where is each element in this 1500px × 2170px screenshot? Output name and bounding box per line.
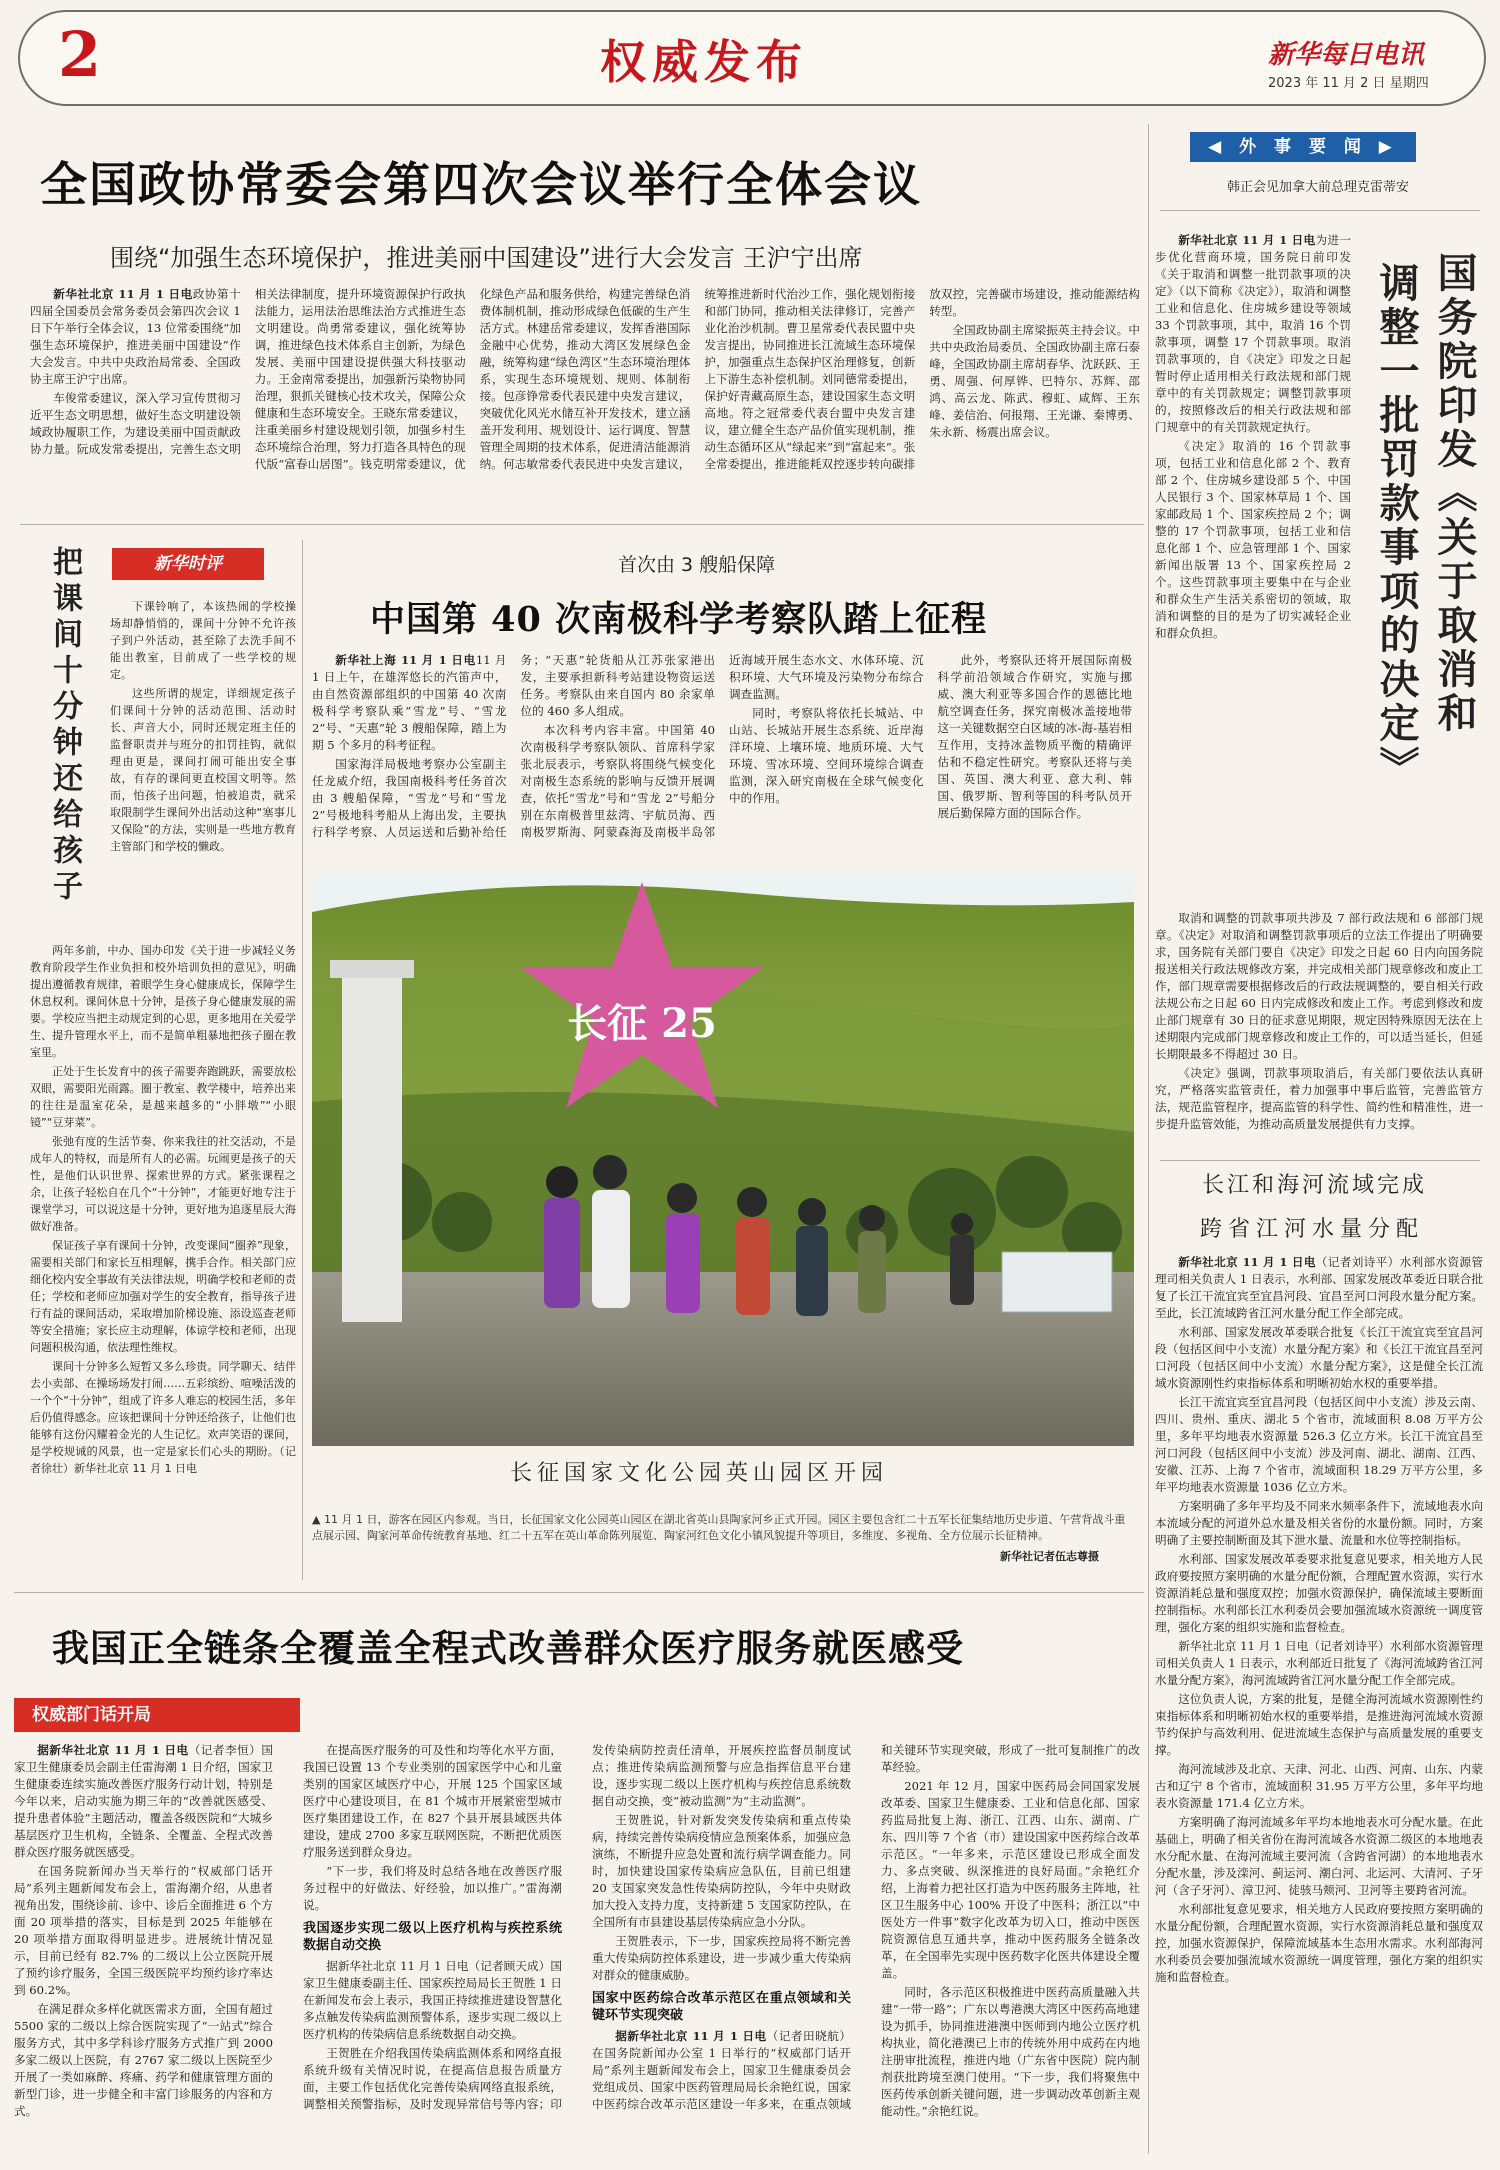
paragraph: 全国政协副主席梁振英主持会议。中共中央政治局委员、全国政协副主席石泰峰，全国政协副主席胡春华、沈跃跃、王勇、周强、何厚铧、巴特尔、苏辉、邵鸿、高云龙、陈武、穆虹、咸辉、王东峰、姜信治、何报翔、王光谦、秦博勇、朱永新、杨震出席会议。 [929,323,1140,439]
commentary-body-continued [30,942,296,1554]
subheading: 我国逐步实现二级以上医疗机构与疾控系统数据自动交换 [303,1921,562,1953]
paragraph: 11 月 1 日上午，在雄浑悠长的汽笛声中，由自然资源部组织的中国第 40 次南极科学考察队乘“雪龙”号、“雪龙 2”号、“天惠”轮 3 艘船保障，踏上为期 5 个多月的科考征程。 [312,653,507,752]
water-headline-line2: 跨省江河水量分配 [1200,1217,1425,1242]
antarctic-kicker: 首次由 3 艘船保障 [618,554,776,576]
photo-credit: 新华社记者伍志尊摄 [1000,1550,1099,1563]
paragraph: 水利部、国家发展改革委联合批复《长江干流宜宾至宜昌河段（包括区间中小支流）水量分配方案》和《长江干流宜昌至河口河段（包括区间中小支流）水量分配方案》，这是健全长江流域水资源刚性约束指标体系和明晰初始水权的重要举措。 [1155,1325,1483,1390]
building-pillar [342,962,402,1322]
park-photo-illustration [312,872,1134,1446]
photo-caption: ▲ 11 月 1 日，游客在园区内参观。当日，长征国家文化公园英山园区在湖北省英山县陶家河乡正式开园。园区主要包含红二十五军长征集结地历史步道、午营背战斗重点展示园、陶家河革命传统教育基地、红二十五军在英山革命陈列展览、陶家河红色文化小镇风貌提升等项目，多维度、多视角、全方位展示长征精神。 [312,1513,1126,1542]
dateline: 新华社上海 11 月 1 日电 [335,653,476,667]
headline-column-2: 调整一批罚款事项的决定》 [1373,262,1420,790]
paragraph: 同时，考察队将依托长城站、中山站、长城站开展生态系统、近岸海洋环境、上壤环境、地质环境、大气环境、雪冰环境、空间环境综合调查监测，深入研究南极在全球气候变化中的作用。 [729,706,924,805]
subheading: 国家中医药综合改革示范区在重点领域和关键环节实现突破 [592,1991,851,2023]
dateline: 新华社北京 11 月 1 日电 [53,287,193,301]
photo-headline: 长征国家文化公园英山园区开园 [510,1461,889,1486]
paragraph: 下课铃响了，本该热闹的学校操场却静悄悄的，课间十分钟不允许孩子到户外活动，甚至除了去洗手间不能出教室，目前成了一些学校的规定。 [110,600,296,681]
paragraph: 此外，考察队还将开展国际南极科学前沿领域合作研究，实施与挪威、澳大利亚等多国合作的恩德比地航空调查任务，探究南极冰盖接地带这一关键数据空白区域的冰-海-基岩相互作用，支持冰盖物质平衡的精确评估和不稳定性研究。考察队还将与美国、英国、澳大利亚、意大利、韩国、俄罗斯、智利等国的科考队员开展后勤保障方面的国际合作。 [937,653,1132,820]
lead-article-body [30,286,1140,504]
commentary-headline: 把课间十分钟还给孩子 [47,546,82,906]
paragraph: “下一步，我们将及时总结各地在改善医疗服务过程中的好做法、好经验，加以推广。”雷海潮说。 [303,1864,562,1912]
paragraph: 方案明确了海河流域多年平均本地地表水可分配水量。在此基础上，明确了相关省份在海河流域各水资源二级区的本地地表水分配水量、在海河流域主要河流（含跨省河湖）的本地地表水分配水量，涉及滦河、蓟运河、潮白河、北运河、大清河、子牙河（含子牙河）、漳卫河、徒骇马颊河、卫河等主要跨省河流。 [1155,1815,1483,1897]
newspaper-logo: 新华每日电讯 [1268,40,1425,70]
divider [14,1592,1144,1593]
park-photo [312,872,1134,1446]
state-council-body-continued [1155,910,1483,1170]
paragraph: 水利部、国家发展改革委要求批复意见要求，相关地方人民政府要按照方案明确的水量分配份额，合理配置水资源，实行水资源消耗总量和强度双控；加强水资源保护，确保流域主要断面控制指标。水利部长江水利委员会要加强流域水资源统一调度管理，强化方案的组织实施和监督检查。 [1155,1552,1483,1634]
paragraph: 同时，各示范区积极推进中医药高质量融入共建“一带一路”；广东以粤港澳大湾区中医药高地建设为抓手，协同推进港澳中医师到内地公立医疗机构执业，简化港澳已上市的传统外用中成药在内地注册审批流程，推进内地（广东省中医院）院内制剂获批跨境至澳门使用。“下一步，我们将聚焦中医药传承创新关键问题，进一步调动改革创新主观能动性。”余艳红说。 [881,1985,1140,2118]
medical-headline: 我国正全链条全覆盖全程式改善群众医疗服务就医感受 [52,1626,964,1670]
paragraph: 王贺胜表示，下一步，国家疾控局将不断完善重大传染病防控体系建设，进一步减少重大传染病对群众的健康威胁。 [592,1934,851,1982]
paragraph: 取消和调整的罚款事项共涉及 7 部行政法规和 6 部部门规章。《决定》对取消和调整罚款事项后的立法工作提出了明确要求，国务院有关部门要自《决定》印发之日起 60 日内向国务院报送相关行政法规修改方案，并完成相关部门规章修改和废止工作，部门规章需要根据修改后的行政法规调整的，要自相关行政法规公布之日起 60 日内完成修改和废止工作。考虑到修改和废止部门规章有 30 日的征求意见期限，规定因特殊原因无法在上述期限内完成部门规章修改和废止工作的，可以适当延长，但延长期限最多不得超过 30 日。 [1155,911,1483,1061]
paragraph: 这位负责人说，方案的批复，是健全海河流域水资源刚性约束指标体系和明晰初始水权的重要举措，是推进海河流域水资源节约保护与高效利用、促进流域生态保护与高质量发展的重要支撑。 [1155,1692,1483,1757]
paragraph: 张弛有度的生活节奏、你来我往的社交活动，不是成年人的特权，而是所有人的必需。玩闹更是孩子的天性，是他们认识世界、探索世界的方式。紧张课程之余，让孩子轻松自在几个“十分钟”，才能更好地专注于课堂学习，可以说这是十分钟，更好地为追逐星辰大海做好准备。 [30,1135,296,1233]
paragraph: （记者田晓航）在国务院新闻办公室 1 日举行的“权威部门话开局”系列主题新闻发布会上，国家卫生健康委员会党组成员、国家中医药管理局局长余艳红说，国家中医药综合改革示范区建设一年多来，在重点领域和关键环节实现突破，形成了一批可复制推广的改革经验。 [592,1743,1140,2111]
paragraph: 海河流域涉及北京、天津、河北、山西、河南、山东、内蒙古和辽宁 8 个省市，流域面积 31.95 万平方公里，多年平均地表水资源量 171.4 亿立方米。 [1155,1762,1483,1810]
dateline: 新华社北京 11 月 1 日电 [1178,1255,1316,1269]
vehicle [1002,1252,1112,1312]
paragraph: 政协第十四届全国委员会常务委员会第四次会议 1 日下午举行全体会议，13 位常委围绕“加强生态环境保护，推进美丽中国建设”作大会发言。中共中央政治局常委、全国政协主席王沪宁出席。 [30,287,241,386]
paragraph: （记者刘诗平）水利部水资源管理司相关负责人 1 日表示，水利部、国家发展改革委近日联合批复了长江干流宜宾至宜昌河段、宜昌至河口河段水量分配方案。至此，长江流域跨省江河水量分配工作全部完成。 [1155,1255,1483,1320]
lead-headline: 全国政协常委会第四次会议举行全体会议 [40,158,922,213]
medical-section-tag: 权威部门话开局 [14,1698,300,1732]
lead-subhead: 围绕“加强生态环境保护，推进美丽中国建设”进行大会发言 王沪宁出席 [110,244,863,272]
foreign-news-item[interactable]: 韩正会见加拿大前总理克雷蒂安 [1226,180,1409,195]
foreign-news-tag: ◀ 外 事 要 闻 ▶ [1190,132,1416,162]
dateline: 据新华社北京 11 月 1 日电 [37,1743,189,1757]
state-council-body [1155,232,1351,910]
divider [1148,124,1149,2154]
star-sign-text: 长征 25 [567,1000,717,1047]
paragraph: 《决定》取消的 16 个罚款事项，包括工业和信息化部 2 个、教育部 2 个、住房城乡建设部 5 个、中国人民银行 3 个、国家林草局 1 个、国家邮政局 1 个、国家疾控局 2 个；调整的 17 个罚款事项，包括工业和信息化部 1 个、应急管理部 1 个、国家新闻出版署 13 个、国家疾控局 2 个。这些罚款事项主要集中在与企业和群众生产生活关系密切的领域，取消和调整的目的是为了切实减轻企业和群众负担。 [1155,439,1351,640]
paragraph: 车俊常委建议，深入学习宣传贯彻习近平生态文明思想，做好生态文明建设领域政协履职工作，为建设美丽中国贡献政协力量。阮成发常委提出，完善生态文明相关法律制度，提升环境资源保护行政执法能力，运用法治思维法治方式推进生态文明建设。尚勇常委建议，强化统筹协调，推进绿色技术体系自主创新，为绿色发展、美丽中国建设提供强大科技驱动力。王金南常委提出，加强新污染物协同治理，狠抓关键核心技术攻关，保障公众健康和生态环境安全。王晓东常委建议，注重美丽乡村建设规划引领，加强乡村生态环境综合治理，努力打造各具特色的现代版“富春山居图”。钱克明常委建议，优化绿色产品和服务供给，构建完善绿色消费体制机制，推动形成绿色低碳的生产生活方式。林建岳常委建议，发挥香港国际金融中心优势，推动大湾区发展绿色金融，统筹构建“绿色湾区”生态环境治理体系，实现生态环境规划、规则、体制衔接。包彦铮常委代表民建中央发言建议，突破优化风光水储互补开发技术，建立涵盖开发利用、规划设计、运行调度、智慧管理全周期的技术体系，促进清洁能源消纳。何志敏常委代表民进中央发言建议，统筹推进新时代治沙工作，强化规划衔接和部门协同，推动相关法律修订，完善产业化治沙机制。曹卫星常委代表民盟中央发言提出，协同推进长江流域生态环境保护，加强重点生态保护区治理修复，创新上下游生态补偿机制。刘同德常委提出，保护好青藏高原生态，建设国家生态文明高地。符之冠常委代表台盟中央发言建议，建立健全生态产品价值实现机制，推动生态循环区从“绿起来”到“富起来”。张全常委提出，推进能耗双控逐步转向碳排放双控，完善碳市场建设，推动能源结构转型。 [30,287,1140,471]
divider [1160,210,1480,211]
paragraph: 为进一步优化营商环境，国务院日前印发《关于取消和调整一批罚款事项的决定》（以下简称《决定》），取消和调整工业和信息化、住房城乡建设等领域 33 个罚款事项，其中，取消 16 个罚款事项，调整 17 个罚款事项。取消罚款事项的，自《决定》印发之日起暂时停止适用相关行政法规和部门规章中的有关罚款规定；调整罚款事项的，按照修改后的相关行政法规和部门规章中的有关罚款规定执行。 [1155,233,1351,434]
paragraph: 水利部批复意见要求，相关地方人民政府要按照方案明确的水量分配份额，合理配置水资源，实行水资源消耗总量和强度双控，加强水资源保护，保障流域基本生态用水需求。水利部海河水利委员会要加强流域水资源统一调度管理，强化方案的组织实施和监督检查。 [1155,1902,1483,1984]
paragraph: 正处于生长发育中的孩子需要奔跑跳跃，需要放松双眼，需要阳光雨露。圈于教室、教学楼中，培养出来的往往是温室花朵，是越来越多的“小胖墩”“小眼镜”“豆芽菜”。 [30,1065,296,1129]
paragraph: 2021 年 12 月，国家中医药局会同国家发展改革委、国家卫生健康委、工业和信息化部、国家药监局批复上海、浙江、江西、山东、湖南、广东、四川等 7 个省（市）建设国家中医药综合改革示范区。“一年多来，示范区建设已形成全面发力、多点突破、纵深推进的良好局面。”余艳红介绍，上海着力把社区打造为中医药服务主阵地，社区卫生服务中心 100% 开设了中医科；浙江以“中医处方一件事”数字化改革为切入口，推动中医医院资源信息互通共享，推动中医药服务全链条改革，在全国率先实现中医药数字化医共体建设全覆盖。 [881,1779,1140,1980]
issue-date: 2023 年 11 月 2 日 星期四 [1268,76,1429,91]
paragraph: 《决定》强调，罚款事项取消后，有关部门要依法认真研究，严格落实监管责任，着力加强事中事后监管，完善监管方法，规范监管程序，提高监管的科学性、简约性和精准性，进一步提升监管效能，为推动高质量发展提供有力支撑。 [1155,1066,1483,1131]
state-council-headline [1360,252,1480,892]
paragraph: （记者李恒）国家卫生健康委员会副主任雷海潮 1 日介绍，国家卫生健康委连续实施改善医疗服务行动计划，特别是今年以来，启动实施为期三年的“改善就医感受、提升患者体验”主题活动，覆盖各级医院和“大城乡基层医疗卫生机构，全链条、全覆盖、全程式改善群众医疗服务就医感受。 [14,1743,273,1859]
section-title: 权威发布 [600,35,808,89]
paragraph: 在国务院新闻办当天举行的“权威部门话开局”系列主题新闻发布会上，雷海潮介绍，从患者视角出发，围绕诊前、诊中、诊后全面推进 6 个方面 20 项举措的落实，目标是到 2025 年能够在 20 项举措方面取得明显进步。进展统计情况显示，目前已经有 82.7% 的二级以上公立医院开展了预约诊疗服务，全国三级医院平均预约诊疗率达到 60.2%。 [14,1864,273,1997]
commentary-tag: 新华时评 [112,548,264,580]
dateline: 据新华社北京 11 月 1 日电 [615,2029,767,2043]
commentary-body [110,598,296,938]
divider [20,524,1144,525]
water-headline-line1: 长江和海河流域完成 [1202,1173,1428,1198]
paragraph: 在提高医疗服务的可及性和均等化水平方面，我国已设置 13 个专业类别的国家医学中心和儿童类别的国家区域医疗中心，开展 125 个国家区域医疗中心建设项目，在 81 个城市开展紧密型城市医疗集团建设工作，在 827 个县开展县域医共体建设，建成 2700 多家互联网医院，不断把优质医疗服务送到群众身边。 [303,1743,562,1859]
paragraph: 这些所谓的规定，详细规定孩子们课间十分钟的活动范围、活动时长、声音大小，同时还规定班主任的监督职责并与班分的扣罚挂钩，就似理由更是，课间打闹可能出安全事故，有存的课间更直校国文明等。然而，怕孩子出问题，怕被追责，就采取限制学生课间外出活动这种“塞事儿又保险”的方法，实则是一些地方教育主管部门和学校的懒政。 [110,687,296,853]
divider [302,540,303,1580]
water-article-body [1155,1254,1483,2154]
paragraph: 两年多前，中办、国办印发《关于进一步减轻义务教育阶段学生作业负担和校外培训负担的意见》，明确提出遵循教育规律，着眼学生身心健康成长，保障学生休息权利。课间休息十分钟，是孩子身心健康发展的需要。学校应当把主动规定到的心思，更多地用在关爱学生、提升管理水平上，而不是简单粗暴地把孩子圈在教室里。 [30,944,296,1059]
paragraph: 王贺胜在介绍我国传染病监测体系和网络直报系统升级有关情况时说，在提高信息报告质量方面，主要工作包括优化完善传染病网络直报系统，调整相关预警指标，及时发现异常信号等内容；印发传染病防控责任清单，开展疾控监督员制度试点；推进传染病监测预警与应急指挥信息平台建设，逐步实现二级以上医疗机构与疾控信息系统数据自动交换，变“被动监测”为“主动监测”。 [303,1743,851,2111]
paragraph: 方案明确了多年平均及不同来水频率条件下，流域地表水向本流域分配的河道外总水量及相关省份的水量份额。同时，方案明确了主要控制断面及其下泄水量、流量和水位等控制指标。 [1155,1499,1483,1547]
page-number: 2 [58,18,102,91]
antarctic-headline: 中国第 40 次南极科学考察队踏上征程 [370,599,988,640]
antarctic-body [312,652,1132,857]
paragraph: 国家海洋局极地考察办公室副主任龙威介绍，我国南极科考任务首次由 3 艘船保障，“雪龙”号和“雪龙 2”号极地科考船从上海出发，主要执行科学考察、人员运送和后勤补给任务；“天惠”轮货船从江苏张家港出发，主要承担新科考站建设物资运送任务。考察队由来自国内 80 余家单位的 460 多人组成。 [312,653,715,839]
divider [1160,1160,1480,1161]
paragraph: 据新华社北京 11 月 1 日电（记者顾天成）国家卫生健康委副主任、国家疾控局局长王贺胜 1 日在新闻发布会上表示，我国正持续推进建设智慧化多点触发传染病监测预警体系，逐步实现二级以上医疗机构的传染病信息系统数据自动交换。 [303,1959,562,2041]
paragraph: 王贺胜说，针对新发突发传染病和重点传染病，持续完善传染病疫情应急预案体系，加强应急演练，不断提升应急处置和流行病学调查能力。同时，加快建设国家传染病应急队伍，目前已组建 20 支国家突发急性传染病防控队，今年中央财政加大投入支持力度，支持新建 5 支国家防控队，在全国所有市县建设基层传染病应急小分队。 [592,1813,851,1929]
dateline: 新华社北京 11 月 1 日电 [1178,233,1316,247]
paragraph: 新华社北京 11 月 1 日电（记者刘诗平）水利部水资源管理司相关负责人 1 日表示，水利部近日批复了《海河流域跨省江河水量分配方案》，海河流域跨省江河水量分配工作全部完成。 [1155,1639,1483,1687]
paragraph: 保证孩子享有课间十分钟，改变课间“圈养”现象，需要相关部门和家长互相理解，携手合作。相关部门应细化校内安全事故有关法律法规，明确学校和老师的责任；学校和老师应加强对学生的安全教育，指导孩子进行有益的课间活动，采取增加阶梯设施、添设巡查老师等安全措施；家长应主动理解，体谅学校和老师，出现问题积极沟通，依法理性维权。 [30,1239,296,1354]
paragraph: 长江干流宜宾至宜昌河段（包括区间中小支流）涉及云南、四川、贵州、重庆、湖北 5 个省市，流域面积 8.08 万平方公里，多年平均地表水资源量 526.3 亿立方米。长江干流宜昌至河口河段（包括区间中小支流）涉及河南、湖北、湖南、江西、安徽、江苏、上海 7 个省市，流域面积 18.29 万平方公里，多年平均地表水资源量 1036 亿立方米。 [1155,1395,1483,1494]
headline-column-1: 国务院印发《关于取消和 [1431,252,1478,736]
paragraph: 课间十分钟多么短暂又多么珍贵。同学聊天、结伴去小卖部、在操场场发打闹……五彩缤纷、喧噪活泼的一个个“十分钟”，组成了许多人难忘的校园生活，多年后仍值得感念。应该把课间十分钟还给孩子，让他们也能够有这份闪耀着金光的人生记忆。欢声笑语的课间，是学校规诫的风景，也一定是家长们心头的期盼。（记者徐壮）新华社北京 11 月 1 日电 [30,1360,296,1475]
paragraph: 本次科考内容丰富。中国第 40 次南极科学考察队领队、首席科学家张北辰表示，考察队将围绕气候变化对南极生态系统的影响与反馈开展调查，依托“雪龙”号和“雪龙 2”号船分别在东南极普里兹湾、宇航员海、西南极罗斯海、阿蒙森海及南极半岛邻近海域开展生态水文、水体环境、沉积环境、大气环境及污染物分布综合调查监测。 [520,653,924,839]
paragraph: 在满足群众多样化就医需求方面，全国有超过 5500 家的二级以上综合医院实现了“一站式”综合服务方式，其中多学科诊疗服务方式推广到 2000 多家二级以上医院，有 2767 家二级以上医院至少开展了一类如麻醉、疼痛、药学和健康管理方面的新型门诊，进一步健全和丰富门诊服务的内容和方式。 [14,2002,273,2118]
medical-article-body [14,1742,1140,2157]
